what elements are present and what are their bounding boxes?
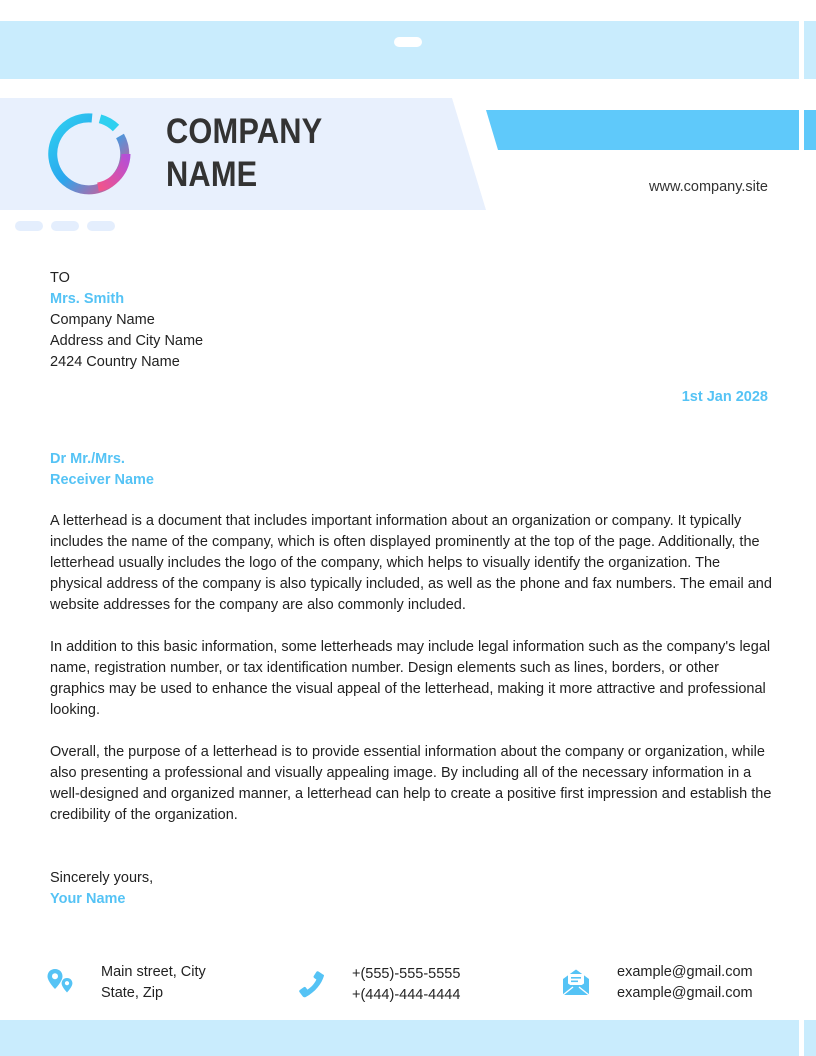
header-accent-bar [486, 110, 799, 150]
signoff [50, 868, 153, 910]
phone-icon [296, 970, 326, 1005]
company-logo-icon [48, 110, 136, 198]
top-band-edge [804, 21, 816, 79]
signer-name: Your Name [50, 891, 126, 907]
email-1[interactable]: example@gmail.com [617, 964, 753, 980]
map-pin-icon [46, 968, 76, 1003]
salutation-line2: Receiver Name [50, 472, 154, 488]
recipient-address: Address and City Name [50, 333, 204, 349]
email-2[interactable]: example@gmail.com [617, 985, 753, 1001]
envelope-icon [562, 968, 592, 1003]
company-website[interactable]: www.company.site [649, 179, 768, 195]
body-paragraph-1: A letterhead is a document that includes important information about an organization or company. It typically includes the name of the company, which is often displayed prominently at the top of the page. Additionally, the letterhead usually includes the logo of the company, which helps to visually identify the organization. The physical address of the company is also typically included, as well as the phone and fax numbers. The email and website addresses for the company are also commonly included. [50, 513, 772, 613]
recipient-country: 2424 Country Name [50, 354, 180, 370]
body-paragraph-3: Overall, the purpose of a letterhead is to provide essential information about the company or organization, while also presenting a professional and visually appealing image. By including all of the necessary information in a well-designed and organized manner, a letterhead can help to create a positive first impression and establish the credibility of the organization. [50, 744, 772, 823]
top-pill-decoration [394, 37, 422, 47]
salutation [50, 449, 154, 491]
company-name-line2: NAME [166, 155, 258, 194]
top-band [0, 21, 799, 79]
phone-2[interactable]: +(444)-444-4444 [352, 987, 461, 1003]
bottom-band [0, 1020, 799, 1056]
phone-1[interactable]: +(555)-555-5555 [352, 966, 461, 982]
recipient-company: Company Name [50, 312, 155, 328]
footer-phone [296, 962, 516, 1006]
footer-email [562, 962, 772, 1006]
salutation-line1: Dr Mr./Mrs. [50, 451, 125, 467]
bottom-band-edge [804, 1020, 816, 1056]
recipient-block [50, 268, 203, 373]
dot [51, 221, 79, 231]
header-accent-bar-edge [804, 110, 816, 150]
address-line-1: Main street, City [101, 964, 206, 980]
dot [87, 221, 115, 231]
body-paragraph-2: In addition to this basic information, some letterheads may include legal information such as the company's legal name, registration number, or tax identification number. Design elements such as lines, borders, or other graphics may be used to enhance the visual appeal of the letterhead, making it more attractive and professional looking. [50, 639, 771, 718]
closing-text: Sincerely yours, [50, 870, 154, 886]
recipient-name: Mrs. Smith [50, 291, 125, 307]
footer-address [46, 962, 246, 1006]
letter-date: 1st Jan 2028 [681, 389, 768, 405]
to-label: TO [50, 270, 70, 286]
letter-body [50, 511, 772, 847]
address-line-2: State, Zip [101, 985, 164, 1001]
dot [15, 221, 43, 231]
company-name-line1: COMPANY [166, 112, 323, 151]
company-name [166, 110, 342, 196]
